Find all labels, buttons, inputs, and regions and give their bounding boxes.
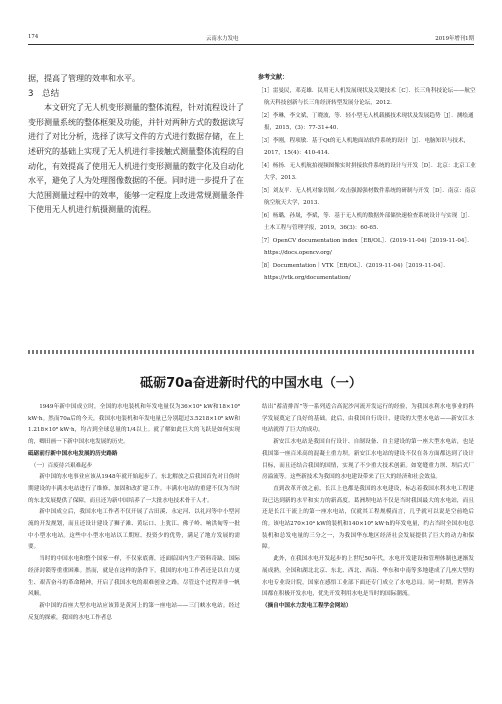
reference-item: ［4］杨扬．无人机航拍视频图像实时拼接软件系统的设计与开发［D］．北京：北京工业大学，2013． — [258, 162, 476, 181]
references-title: 参考文献： — [258, 74, 289, 81]
reference-item: ［5］刘友平．无人机对象切图／攻击强源强材数件系统的研制与开发［D］．南京：南京航空航天大学，2013． — [258, 187, 476, 206]
reference-item: ［3］李刚，程项敏．基于Qt的无人机地面站软件系统的设计［J］．电脑知识与技术，2017，15(4)：410-414． — [258, 137, 470, 156]
article-paragraph: 新安江水电站是我国自行设计、自制设备、自主建设的第一座大型水电站，也是我国第一座百米高的混凝土重力坝。新安江水电站的建设不仅在各方面都达到了设计目标，而且还结合我国的国情，实现了不少重大技术创新。如宽缝重力坝、坝后式厂房溢流等。这些新技术为我国的水电建设带来了巨大的经济和社会效益。 — [262, 439, 474, 481]
left-column — [28, 72, 244, 218]
reference-item: ［6］杨璐，孙晟，李斌，等．基于无人机的数据外部储快速检查系统设计与实现［J］．土木工程与管理学报，2019，36(3)：60-65． — [258, 212, 474, 231]
journal-name: 云南水力发电 — [206, 36, 239, 42]
article-paragraph: 新中国的首座大型水电站应该算是黄河上的第一座电站——三门峡水电站。经过反复的探索，我国的水电工作者总 — [28, 602, 240, 621]
article-paragraph: 1949年新中国成立时，全国的水电装机和年发电量仅为36×10⁴ kW和18×10⁸ kW·h。然而70a后的今天，我国水电装机和年发电量已分别超过3.5218×10⁸ kW和1.218×10⁸ kW·h，均占到全球总量的1/4以上。就了解如此巨大的飞跃是如何实现的，卿田画一下新中国水电发展的历史。 — [28, 404, 240, 446]
section-divider — [28, 350, 474, 354]
references — [258, 72, 476, 285]
reference-item: ［2］李琳，李文斌，丁晓波，等．轻小型无人机载摄技术现状及发展趋势［J］．测绘通报，2015，(3)：77-31+40． — [258, 112, 474, 131]
article-paragraph: 此外，在我国水电开发起步的上世纪50年代，水电开发建设和管理体制也逐渐发展成熟。全国和湖北北京、东北、西北、西南、华东和中南等多地建成了几座大型的水电专业设计院，国家在感悟工业部下面还专门成立了水电总局。同一时期，世界各国都在积极开发水电，优先开发利用水电是当时的国际潮流。 — [262, 556, 474, 598]
intro-text: 据，提高了管理的效率和水平。 — [28, 74, 140, 83]
article-paragraph: 结出“蓄清排浑”等一系列适合高泥沙河流开发运行的经验，为我国水利水电事业的科学发展奠定了良好的基础。此后，由我国自行设计、建设的大型水电站——新安江水电站就得了巨大的成功。 — [262, 404, 474, 434]
article-title: 砥砺70a奋进新时代的中国水电（一） — [140, 376, 362, 391]
article-paragraph: 新中国的水电事业应该从1948年就开始起步了。东北解放之后我国首先对日伪时期建设的丰满水电站进行了维修、加固和改扩建工作。丰满水电站的重建不仅为当时的东北发展提供了保障，而且还为新中国培养了一大批水电技术骨干人才。 — [28, 474, 240, 504]
page-header — [28, 34, 474, 45]
article-left-column — [28, 402, 240, 624]
source-attribution: （摘自中国水力发电工程学会网站） — [262, 602, 352, 609]
reference-item: ［8］Documentation｜VTK［EB/OL］．(2019-11-04)［2019-11-04］．https://vtk.org/documentation/ — [258, 262, 449, 281]
issue-label: 2019年增刊1期 — [435, 36, 474, 42]
article-paragraph: 直到改革开放之前，长江上也都是我国的水电建设，标志着我国水利水电工程建设已达到新的水平和实力的新高度。葛洲坝电站不仅是当时我国最大的水电站，而且还是长江干流上的第一座水电站，仅就其工程规模而言，几乎就可以说是空前绝后的。该电站270×10⁴ kW的装机和140×10⁸ kW·h的年发电量，约占当时全国水电总装机和总发电量的三分之一，为我国华东地区经济社会发展提供了巨大的动力和保障。 — [262, 485, 474, 551]
page-number: 174 — [28, 34, 39, 40]
reference-item: ［7］OpenCV documentation index［EB/OL］．(2019-11-04)［2019-11-04］．https://docs.opencv.org/ — [258, 237, 473, 256]
section-title: 3 总结 — [28, 88, 60, 99]
article-paragraph: 新中国成立后，我国水电工作者不仅开展了古田溪、永定河、以礼河等中小型河流的开发规划，而且还设计建设了狮子滩、黄坛口、上犹江、佛子岭、响洪甸等一批中小型水电站。这些中小型水电站以工期短、投资少的优势，满足了地方发展的需要。 — [28, 509, 240, 551]
reference-item: ［1］雷曼民，邓克雄．民用无人机发展现状及关键技术［C］．长三角科技论坛——航空航天科技创新与长三角经济转型发展分论坛，2012． — [258, 87, 476, 106]
article-paragraph: 当时的中国水电和整个国家一样，不仅家底薄，还面临国内生产资料奇缺、国际经济封锁等重重困难。然而，就是在这样的条件下，我国的水电工作者还是以自力更生、艰苦奋斗的革命精神，开启了我国水电的艰难创业之路。尽管这个过程并非一帆风顺。 — [28, 556, 240, 598]
article-heading: 砥砺前行新中国水电发展的历史路路 — [28, 450, 118, 457]
article-right-column — [262, 402, 474, 613]
article-subheading: （一）百废待兴艰难起步 — [30, 462, 93, 469]
summary-paragraph: 本文研究了无人机变形测量的整体流程，针对流程设计了变形测量系统的整体框架及功能，并针对两种方式的数据读写进行了对比分析，选择了读写文件的方式进行数据存储，在上述研究的基础上实现了无人机进行非接触式测量整体流程的自动化，有效提高了使用无人机进行变形测量的数字化及自动化水平，避免了人为处理图像数据的不便。同时进一步提升了在大范围测量过程中的效率，能够一定程度上改进常规测量条件下使用无人机进行航摄测量的流程。 — [28, 103, 244, 215]
